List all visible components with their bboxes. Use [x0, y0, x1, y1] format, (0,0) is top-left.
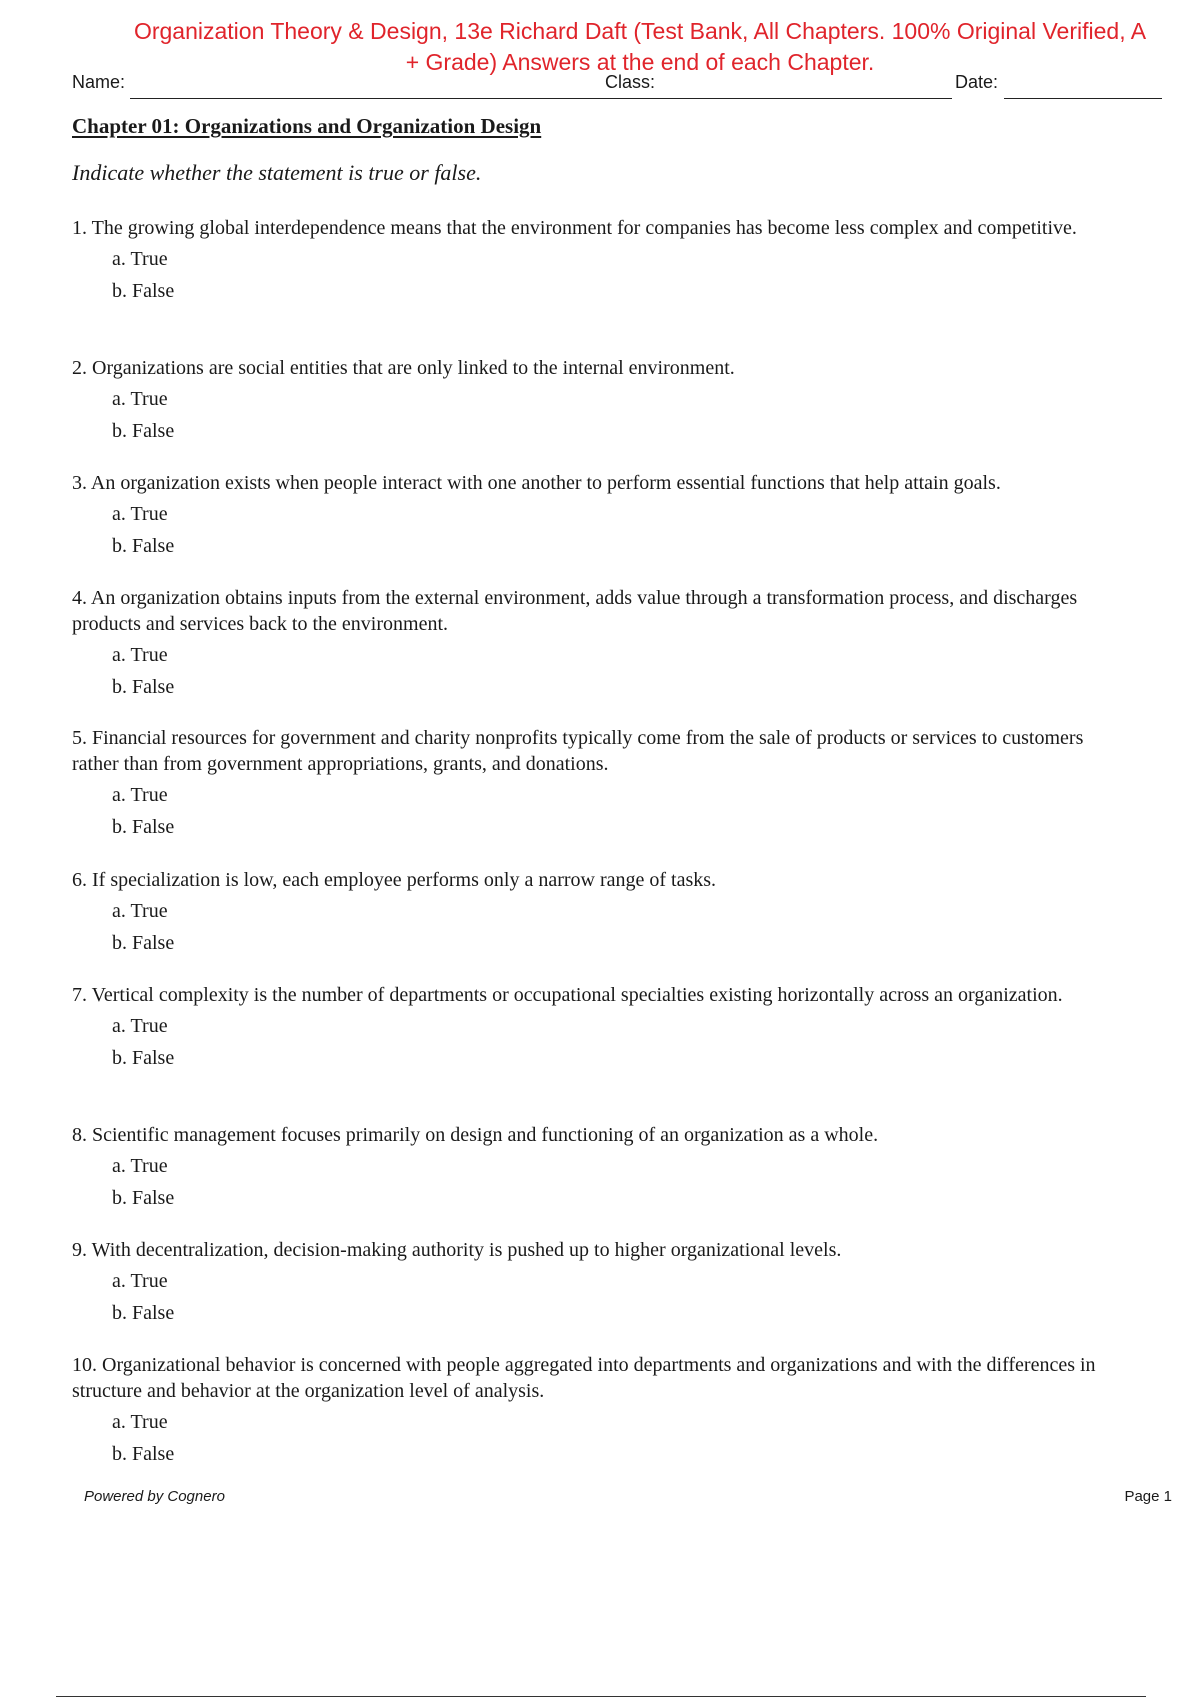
answer-options [112, 779, 1112, 843]
question-item [72, 1352, 1112, 1470]
option-false[interactable]: b. False [112, 535, 175, 557]
option-false[interactable]: b. False [112, 420, 175, 442]
question-text: 3. An organization exists when people interact with one another to perform essential functions that help attain goals. [72, 472, 1001, 494]
answer-options [112, 243, 1112, 307]
name-label: Name: [72, 72, 126, 92]
instruction-text: Indicate whether the statement is true or false. [72, 160, 482, 185]
question-item [72, 470, 1112, 562]
question-text: 4. An organization obtains inputs from the external environment, adds value through a transformation process, and discharges products and services back to the environment. [72, 587, 1078, 635]
question-item [72, 1237, 1112, 1329]
answer-options [112, 498, 1112, 562]
student-info-row [72, 72, 1160, 102]
answer-options [112, 639, 1112, 703]
answer-options [112, 1010, 1112, 1074]
question-item [72, 215, 1112, 307]
option-false[interactable]: b. False [112, 1187, 175, 1209]
option-true[interactable]: a. True [112, 1270, 168, 1292]
option-false[interactable]: b. False [112, 1302, 175, 1324]
option-true[interactable]: a. True [112, 1015, 168, 1037]
question-item [72, 982, 1112, 1074]
question-item [72, 1122, 1112, 1214]
question-text: 6. If specialization is low, each employee performs only a narrow range of tasks. [72, 869, 717, 891]
option-true[interactable]: a. True [112, 248, 168, 270]
answer-options [112, 1150, 1112, 1214]
date-label: Date: [955, 72, 999, 92]
bottom-divider [56, 1696, 1146, 1697]
class-label: Class: [605, 72, 656, 92]
answer-options [112, 1265, 1112, 1329]
option-false[interactable]: b. False [112, 1443, 175, 1465]
question-item [72, 725, 1112, 843]
question-text: 2. Organizations are social entities that are only linked to the internal environment. [72, 357, 735, 379]
question-item [72, 355, 1112, 447]
answer-options [112, 1406, 1112, 1470]
question-text: 7. Vertical complexity is the number of departments or occupational specialties existing horizontally across an organization. [72, 984, 1063, 1006]
option-true[interactable]: a. True [112, 784, 168, 806]
question-text: 10. Organizational behavior is concerned with people aggregated into departments and organizations and with the differences in structure and behavior at the organization level of analysis. [72, 1354, 1096, 1402]
name-field-line[interactable] [130, 98, 670, 99]
date-field-line[interactable] [1004, 98, 1162, 99]
question-text: 5. Financial resources for government and charity nonprofits typically come from the sale of products or services to customers rather than from government appropriations, grants, and donations. [72, 727, 1084, 775]
option-false[interactable]: b. False [112, 676, 175, 698]
question-text: 1. The growing global interdependence means that the environment for companies has become less complex and competitive. [72, 217, 1077, 239]
header-line-2: + Grade) Answers at the end of each Chapter. [405, 49, 875, 75]
answer-options [112, 383, 1112, 447]
header-line-1: Organization Theory & Design, 13e Richard Daft (Test Bank, All Chapters. 100% Original Verified, A [133, 18, 1147, 44]
question-item [72, 867, 1112, 959]
option-true[interactable]: a. True [112, 388, 168, 410]
answer-options [112, 895, 1112, 959]
question-text: 9. With decentralization, decision-making authority is pushed up to higher organizational levels. [72, 1239, 842, 1261]
question-item [72, 585, 1112, 703]
option-true[interactable]: a. True [112, 503, 168, 525]
option-true[interactable]: a. True [112, 900, 168, 922]
page-number: Page 1 [1124, 1488, 1172, 1505]
option-false[interactable]: b. False [112, 1047, 175, 1069]
class-field-line[interactable] [662, 98, 952, 99]
option-false[interactable]: b. False [112, 816, 175, 838]
document-header [95, 16, 1185, 78]
option-true[interactable]: a. True [112, 1411, 168, 1433]
chapter-title: Chapter 01: Organizations and Organization Design [72, 114, 542, 138]
option-false[interactable]: b. False [112, 932, 175, 954]
option-false[interactable]: b. False [112, 280, 175, 302]
option-true[interactable]: a. True [112, 644, 168, 666]
question-text: 8. Scientific management focuses primarily on design and functioning of an organization as a whole. [72, 1124, 879, 1146]
powered-by-text: Powered by Cognero [84, 1488, 225, 1505]
option-true[interactable]: a. True [112, 1155, 168, 1177]
